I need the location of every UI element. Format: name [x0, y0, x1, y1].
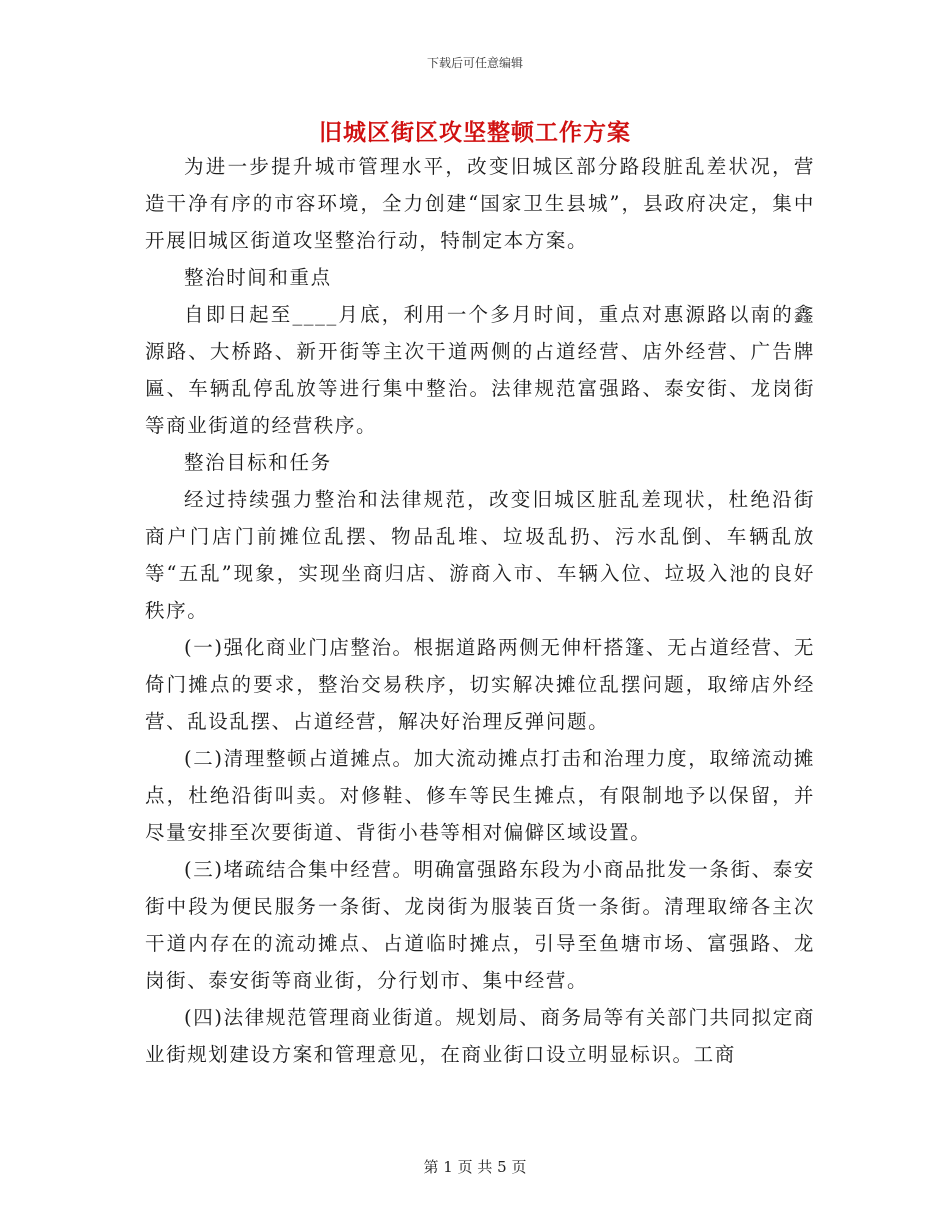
- paragraph-item-4: (四)法律规范管理商业街道。规划局、商务局等有关部门共同拟定商业街规划建设方案和管理意见，在商业街口设立明显标识。工商: [145, 1006, 815, 1066]
- paragraph-item-1: (一)强化商业门店整治。根据道路两侧无伸杆搭篷、无占道经营、无倚门摊点的要求，整治交易秩序，切实解决摊位乱摆问题，取缔店外经营、乱设乱摆、占道经营，解决好治理反弹问题。: [145, 636, 815, 733]
- document-title: 旧城区街区攻坚整顿工作方案: [319, 119, 631, 146]
- paragraph-item-2: (二)清理整顿占道摊点。加大流动摊点打击和治理力度，取缔流动摊点，杜绝沿街叫卖。对修鞋、修车等民生摊点，有限制地予以保留，并尽量安排至次要街道、背街小巷等相对偏僻区域设置。: [145, 747, 815, 844]
- paragraph-time: 自即日起至____月底，利用一个多月时间，重点对惠源路以南的鑫源路、大桥路、新开街等主次干道两侧的占道经营、店外经营、广告牌匾、车辆乱停乱放等进行集中整治。法律规范富强路、泰安街、龙岗街等商业街道的经营秩序。: [145, 303, 815, 437]
- page-header-note: 下载后可任意编辑: [426, 56, 523, 70]
- paragraph-intro: 为进一步提升城市管理水平，改变旧城区部分路段脏乱差状况，营造干净有序的市容环境，全力创建“国家卫生县城”，县政府决定，集中开展旧城区街道攻坚整治行动，特制定本方案。: [145, 155, 815, 252]
- section-heading-time: 整治时间和重点: [184, 266, 332, 289]
- document-body: [145, 148, 815, 1073]
- section-heading-goals: 整治目标和任务: [184, 451, 332, 474]
- paragraph-goals: 经过持续强力整治和法律规范，改变旧城区脏乱差现状，杜绝沿街商户门店门前摊位乱摆、物品乱堆、垃圾乱扔、污水乱倒、车辆乱放等“五乱”现象，实现坐商归店、游商入市、车辆入位、垃圾入池的良好秩序。: [145, 488, 815, 622]
- page-number: 第 1 页 共 5 页: [423, 1158, 527, 1176]
- paragraph-item-3: (三)堵疏结合集中经营。明确富强路东段为小商品批发一条街、泰安街中段为便民服务一条街、龙岗街为服装百货一条街。清理取缔各主次干道内存在的流动摊点、占道临时摊点，引导至鱼塘市场、富强路、龙岗街、泰安街等商业街，分行划市、集中经营。: [145, 858, 815, 992]
